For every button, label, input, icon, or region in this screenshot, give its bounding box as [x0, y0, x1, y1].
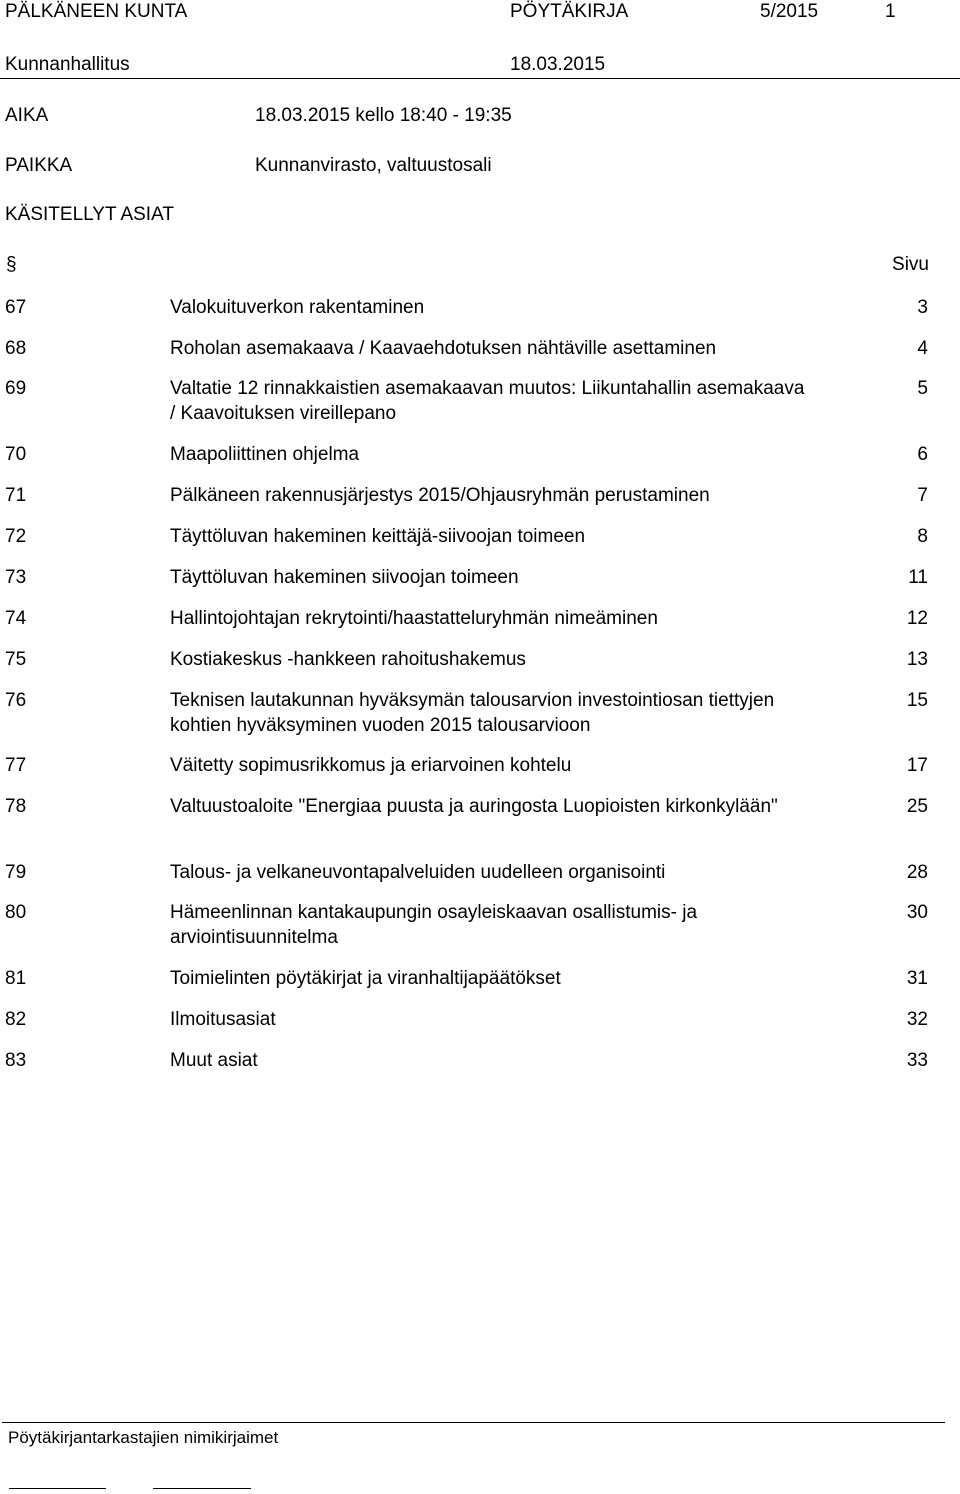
agenda-item-number: 79: [5, 862, 27, 883]
agenda-item-number: 68: [5, 338, 27, 359]
agenda-item-page: 31: [906, 968, 928, 989]
agenda-item-page: 13: [906, 649, 928, 670]
agenda-item-number: 67: [5, 297, 27, 318]
agenda-item-title: Hämeenlinnan kantakaupungin osayleiskaavan osallistumis- ja arviointisuunnitelma: [170, 902, 698, 948]
agenda-item-title: Täyttöluvan hakeminen keittäjä-siivoojan toimeen: [170, 526, 586, 547]
agenda-item-number: 73: [5, 567, 27, 588]
agenda-item-page: 15: [906, 690, 928, 711]
agenda-item-number: 76: [5, 690, 27, 711]
signature-line-1[interactable]: [9, 1488, 106, 1489]
agenda-item-title: Roholan asemakaava / Kaavaehdotuksen nähtäville asettaminen: [170, 338, 717, 359]
footer-divider: [2, 1422, 945, 1423]
agenda-item-number: 81: [5, 968, 27, 989]
agenda-item-title: Teknisen lautakunnan hyväksymän talousarvion investointiosan tiettyjen kohtien hyväksyminen vuoden 2015 talousarvioon: [170, 690, 775, 736]
agenda-item-title: Valtatie 12 rinnakkaistien asemakaavan muutos: Liikuntahallin asemakaava / Kaavoituksen vireillepano: [170, 378, 805, 424]
agenda-item-title: Talous- ja velkaneuvontapalveluiden uudelleen organisointi: [170, 862, 666, 883]
agenda-item-page: 6: [917, 444, 928, 465]
place-value: Kunnanvirasto, valtuustosali: [255, 155, 492, 176]
agenda-item-page: 5: [917, 378, 928, 399]
document-date: 18.03.2015: [510, 54, 606, 75]
time-value: 18.03.2015 kello 18:40 - 19:35: [255, 105, 512, 126]
signature-line-2[interactable]: [153, 1488, 251, 1489]
agenda-item-number: 83: [5, 1050, 27, 1071]
agenda-item-number: 82: [5, 1009, 27, 1030]
agenda-item-title: Hallintojohtajan rekrytointi/haastatteluryhmän nimeäminen: [170, 608, 658, 629]
agenda-heading: KÄSITELLYT ASIAT: [5, 204, 174, 225]
agenda-item-page: 17: [906, 755, 928, 776]
document-number: 5/2015: [760, 1, 819, 22]
agenda-item-page: 33: [906, 1050, 928, 1071]
agenda-item-number: 78: [5, 796, 27, 817]
agenda-item-title: Valokuituverkon rakentaminen: [170, 297, 425, 318]
agenda-item-title: Pälkäneen rakennusjärjestys 2015/Ohjausryhmän perustaminen: [170, 485, 710, 506]
agenda-item-title: Väitetty sopimusrikkomus ja eriarvoinen kohtelu: [170, 755, 572, 776]
agenda-item-page: 25: [906, 796, 928, 817]
agenda-item-title: Täyttöluvan hakeminen siivoojan toimeen: [170, 567, 519, 588]
page-column-label: Sivu: [892, 254, 929, 275]
time-label: AIKA: [5, 105, 49, 126]
header-divider: [0, 78, 960, 79]
agenda-item-title: Ilmoitusasiat: [170, 1009, 276, 1030]
agenda-item-page: 32: [906, 1009, 928, 1030]
agenda-item-page: 11: [908, 567, 928, 588]
municipality-name: PÄLKÄNEEN KUNTA: [5, 1, 188, 22]
document-type: PÖYTÄKIRJA: [510, 1, 629, 22]
section-symbol: §: [6, 254, 17, 275]
governing-body: Kunnanhallitus: [5, 54, 130, 75]
agenda-item-title: Toimielinten pöytäkirjat ja viranhaltijapäätökset: [170, 968, 561, 989]
agenda-item-page: 12: [906, 608, 928, 629]
agenda-item-number: 70: [5, 444, 27, 465]
agenda-item-number: 72: [5, 526, 27, 547]
agenda-item-page: 30: [906, 902, 928, 923]
agenda-item-page: 28: [906, 862, 928, 883]
agenda-item-page: 8: [917, 526, 928, 547]
agenda-item-page: 3: [917, 297, 928, 318]
agenda-item-number: 71: [5, 485, 27, 506]
agenda-item-title: Kostiakeskus -hankkeen rahoitushakemus: [170, 649, 526, 670]
agenda-item-number: 80: [5, 902, 27, 923]
agenda-item-number: 77: [5, 755, 27, 776]
agenda-item-title: Maapoliittinen ohjelma: [170, 444, 360, 465]
agenda-item-title: Valtuustoaloite "Energiaa puusta ja auringosta Luopioisten kirkonkylään": [170, 796, 778, 817]
agenda-item-number: 74: [5, 608, 27, 629]
agenda-item-page: 4: [917, 338, 928, 359]
place-label: PAIKKA: [5, 155, 73, 176]
agenda-item-page: 7: [917, 485, 928, 506]
page-number: 1: [885, 1, 896, 22]
agenda-item-title: Muut asiat: [170, 1050, 258, 1071]
agenda-item-number: 69: [5, 378, 27, 399]
agenda-item-number: 75: [5, 649, 27, 670]
signatures-label: Pöytäkirjantarkastajien nimikirjaimet: [8, 1428, 279, 1447]
